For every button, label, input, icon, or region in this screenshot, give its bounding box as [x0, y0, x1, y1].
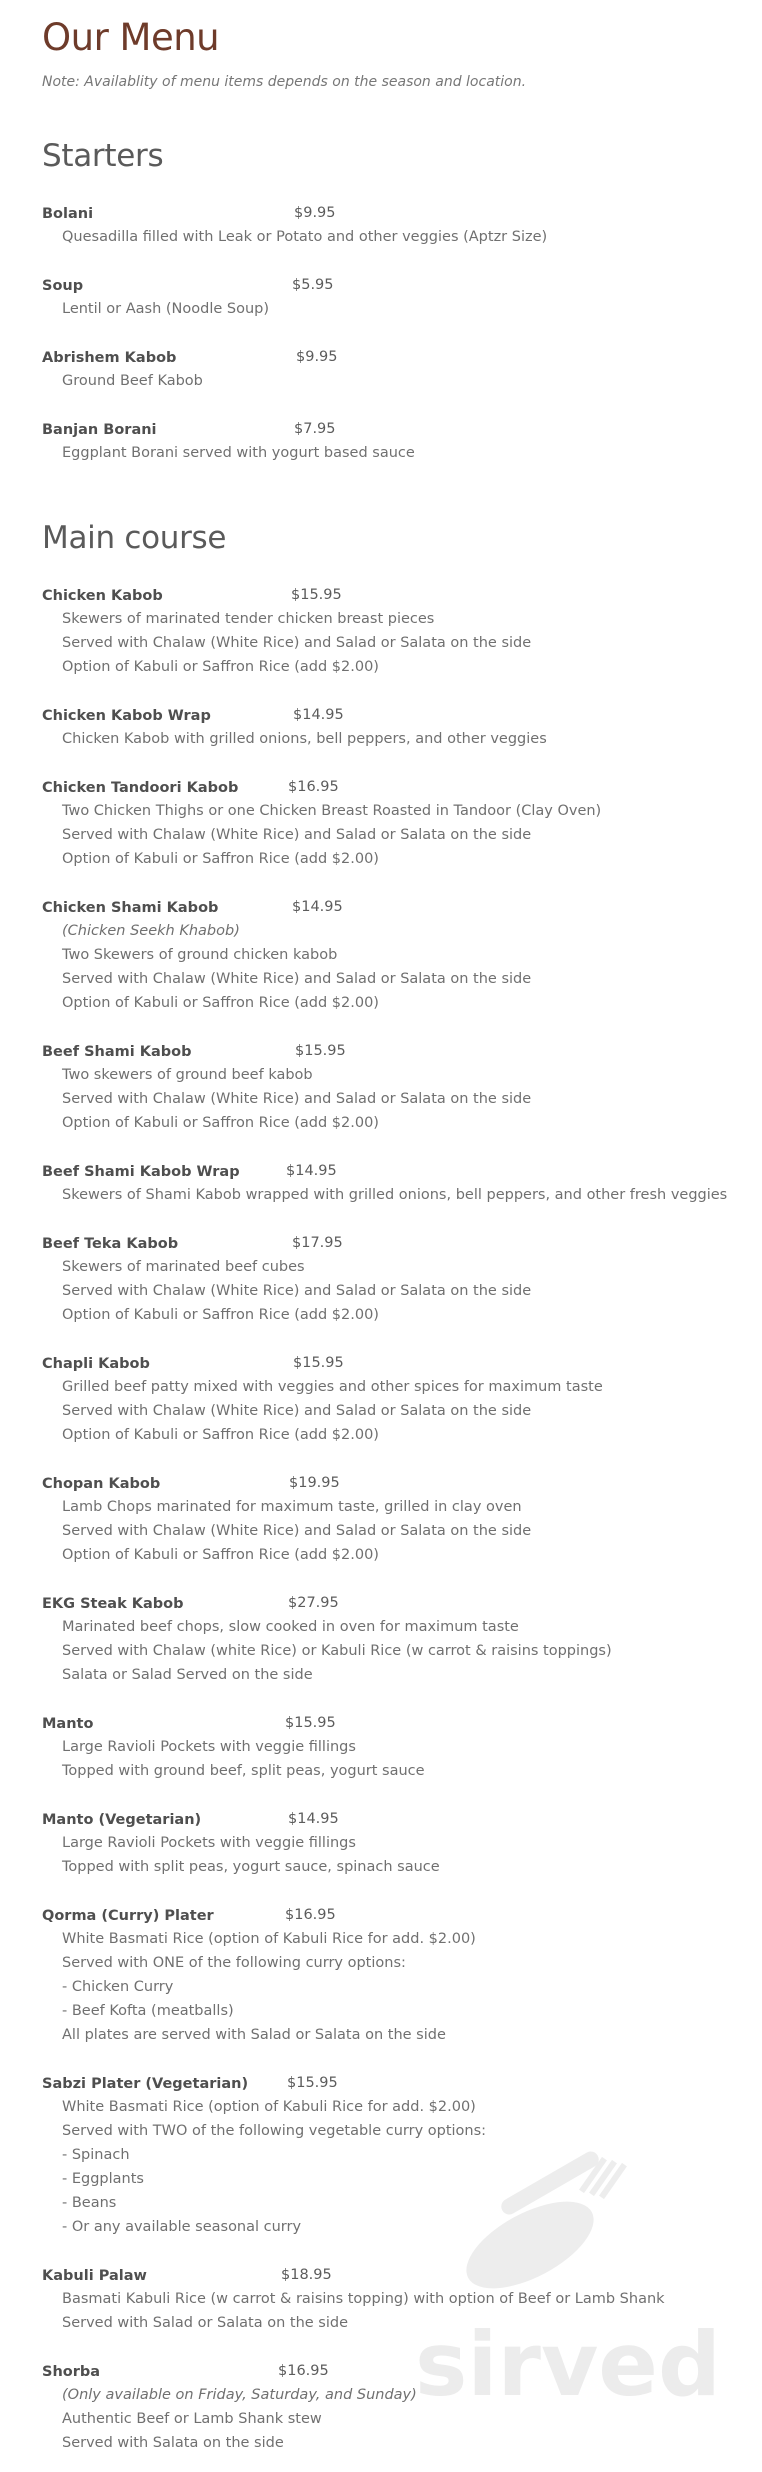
menu-item-header — [42, 201, 742, 225]
menu-item-name: Shorba — [42, 2364, 101, 2380]
menu-item — [42, 1903, 742, 2047]
menu-item-description: Served with Salad or Salata on the side — [62, 2315, 348, 2331]
menu-item-name: Abrishem Kabob — [42, 350, 177, 366]
menu-item-name: Chicken Shami Kabob — [42, 900, 219, 916]
menu-item-description: Option of Kabuli or Saffron Rice (add $2.00) — [62, 1427, 379, 1443]
menu-item-name: Chapli Kabob — [42, 1356, 150, 1372]
menu-item-description: Served with Salata on the side — [62, 2435, 284, 2451]
menu-item-description: Skewers of Shami Kabob wrapped with grilled onions, bell peppers, and other fresh veggies — [62, 1187, 728, 1203]
menu-item-header — [42, 1231, 742, 1255]
utensils-icon — [453, 2150, 627, 2306]
menu-item-description: Served with Chalaw (White Rice) and Salad or Salata on the side — [62, 827, 532, 843]
menu-item-description: Option of Kabuli or Saffron Rice (add $2.00) — [62, 1307, 379, 1323]
menu-item-price: $17.95 — [292, 1235, 343, 1251]
menu-item-header — [42, 1591, 742, 1615]
menu-item-price: $19.95 — [289, 1475, 340, 1491]
menu-item-description: Option of Kabuli or Saffron Rice (add $2.00) — [62, 1547, 379, 1563]
menu-item-description: Large Ravioli Pockets with veggie fillings — [62, 1835, 356, 1851]
menu-item-name: Manto — [42, 1716, 94, 1732]
menu-item-description: Lamb Chops marinated for maximum taste, grilled in clay oven — [62, 1499, 522, 1515]
menu-item-header — [42, 273, 742, 297]
menu-item — [42, 583, 742, 679]
menu-item-header — [42, 703, 742, 727]
menu-item-price: $15.95 — [293, 1355, 344, 1371]
menu-item-name: Qorma (Curry) Plater — [42, 1908, 214, 1924]
menu-item-description: Salata or Salad Served on the side — [62, 1667, 313, 1683]
menu-item-description: Lentil or Aash (Noodle Soup) — [62, 301, 270, 317]
menu-item-price: $18.95 — [281, 2267, 332, 2283]
menu-item-description: - Beef Kofta (meatballs) — [62, 2003, 234, 2019]
menu-item-description: White Basmati Rice (option of Kabuli Rice for add. $2.00) — [62, 1931, 476, 1947]
menu-item-description: Option of Kabuli or Saffron Rice (add $2.00) — [62, 659, 379, 675]
menu-item-price: $15.95 — [285, 1715, 336, 1731]
menu-item-description: Topped with ground beef, split peas, yogurt sauce — [62, 1763, 425, 1779]
menu-item-price: $27.95 — [288, 1595, 339, 1611]
menu-item-description: Option of Kabuli or Saffron Rice (add $2.00) — [62, 995, 379, 1011]
menu-item-description: Topped with split peas, yogurt sauce, spinach sauce — [62, 1859, 440, 1875]
menu-item-price: $15.95 — [291, 587, 342, 603]
menu-item-description: (Only available on Friday, Saturday, and Sunday) — [62, 2387, 417, 2403]
menu-item-price: $14.95 — [293, 707, 344, 723]
menu-item-name: Bolani — [42, 206, 94, 222]
menu-item-description: Ground Beef Kabob — [62, 373, 203, 389]
menu-item-price: $14.95 — [292, 899, 343, 915]
menu-item-name: Manto (Vegetarian) — [42, 1812, 202, 1828]
menu-item-price: $14.95 — [286, 1163, 337, 1179]
menu-item-description: Grilled beef patty mixed with veggies and other spices for maximum taste — [62, 1379, 603, 1395]
menu-item — [42, 1159, 742, 1207]
menu-item — [42, 775, 742, 871]
menu-item-description: Served with Chalaw (White Rice) and Salad or Salata on the side — [62, 1523, 532, 1539]
menu-item-description: - Eggplants — [62, 2171, 144, 2187]
menu-item-description: Two skewers of ground beef kabob — [62, 1067, 313, 1083]
menu-item — [42, 1039, 742, 1135]
menu-item-name: Beef Shami Kabob — [42, 1044, 192, 1060]
menu-item — [42, 703, 742, 751]
menu-item-description: Two Skewers of ground chicken kabob — [62, 947, 338, 963]
menu-item — [42, 1471, 742, 1567]
page-title: Our Menu — [42, 16, 220, 59]
menu-item — [42, 1231, 742, 1327]
menu-item-description: Served with Chalaw (white Rice) or Kabuli Rice (w carrot & raisins toppings) — [62, 1643, 612, 1659]
watermark-text: sirved — [415, 2313, 721, 2416]
menu-item-description: Quesadilla filled with Leak or Potato and other veggies (Aptzr Size) — [62, 229, 548, 245]
menu-item-description: Two Chicken Thighs or one Chicken Breast Roasted in Tandoor (Clay Oven) — [62, 803, 602, 819]
menu-item-header — [42, 1903, 742, 1927]
menu-item-description: Served with ONE of the following curry options: — [62, 1955, 406, 1971]
menu-item-header — [42, 895, 742, 919]
menu-item-description: Skewers of marinated beef cubes — [62, 1259, 305, 1275]
menu-item-name: Chicken Kabob Wrap — [42, 708, 211, 724]
menu-item-name: Chicken Kabob — [42, 588, 163, 604]
menu-item — [42, 1591, 742, 1687]
menu-item-description: All plates are served with Salad or Salata on the side — [62, 2027, 446, 2043]
menu-item — [42, 201, 742, 249]
menu-item — [42, 895, 742, 1015]
menu-item-name: Kabuli Palaw — [42, 2268, 147, 2284]
menu-item-price: $16.95 — [278, 2363, 329, 2379]
menu-item-description: White Basmati Rice (option of Kabuli Rice for add. $2.00) — [62, 2099, 476, 2115]
menu-item-description: - Or any available seasonal curry — [62, 2219, 302, 2235]
menu-item-header — [42, 2071, 742, 2095]
menu-item-description: Served with Chalaw (White Rice) and Salad or Salata on the side — [62, 1283, 532, 1299]
menu-item-price: $7.95 — [294, 421, 336, 437]
menu-item-header — [42, 1159, 742, 1183]
menu-item-header — [42, 1351, 742, 1375]
menu-item-name: Soup — [42, 278, 84, 294]
menu-item-description: Served with Chalaw (White Rice) and Salad or Salata on the side — [62, 635, 532, 651]
menu-item-price: $16.95 — [285, 1907, 336, 1923]
menu-item — [42, 273, 742, 321]
menu-item-name: Beef Shami Kabob Wrap — [42, 1164, 240, 1180]
menu-item-name: Chicken Tandoori Kabob — [42, 780, 239, 796]
menu-item-price: $15.95 — [295, 1043, 346, 1059]
menu-item-price: $16.95 — [288, 779, 339, 795]
menu-item-description: Served with Chalaw (White Rice) and Salad or Salata on the side — [62, 1091, 532, 1107]
menu-item — [42, 345, 742, 393]
menu-item — [42, 1807, 742, 1879]
menu-item — [42, 1711, 742, 1783]
menu-item-description: Chicken Kabob with grilled onions, bell peppers, and other veggies — [62, 731, 547, 747]
menu-item-header — [42, 775, 742, 799]
menu-item-description: Marinated beef chops, slow cooked in oven for maximum taste — [62, 1619, 519, 1635]
menu-item-price: $15.95 — [287, 2075, 338, 2091]
menu-item-price: $14.95 — [288, 1811, 339, 1827]
menu-item-price: $5.95 — [292, 277, 334, 293]
menu-item-description: Skewers of marinated tender chicken breast pieces — [62, 611, 435, 627]
menu-item-name: Sabzi Plater (Vegetarian) — [42, 2076, 249, 2092]
menu-item-header — [42, 1039, 742, 1063]
menu-item-header — [42, 417, 742, 441]
menu-item-name: Beef Teka Kabob — [42, 1236, 179, 1252]
page-note: Note: Availablity of menu items depends on the season and location. — [42, 74, 527, 90]
menu-item-description: Eggplant Borani served with yogurt based sauce — [62, 445, 415, 461]
menu-item-description: Large Ravioli Pockets with veggie fillings — [62, 1739, 356, 1755]
menu-item-description: Authentic Beef or Lamb Shank stew — [62, 2411, 322, 2427]
menu-item-description: (Chicken Seekh Khabob) — [62, 923, 240, 939]
menu-item-header — [42, 345, 742, 369]
section-title-main-course: Main course — [42, 520, 227, 556]
menu-item-header — [42, 583, 742, 607]
menu-item — [42, 1351, 742, 1447]
menu-item-header — [42, 1807, 742, 1831]
menu-item-description: Served with TWO of the following vegetable curry options: — [62, 2123, 487, 2139]
menu-item-description: Option of Kabuli or Saffron Rice (add $2.00) — [62, 1115, 379, 1131]
menu-item-description: Option of Kabuli or Saffron Rice (add $2.00) — [62, 851, 379, 867]
menu-item-header — [42, 1711, 742, 1735]
menu-item-header — [42, 1471, 742, 1495]
menu-item-description: - Chicken Curry — [62, 1979, 174, 1995]
menu-item-description: - Beans — [62, 2195, 117, 2211]
menu-item-name: Chopan Kabob — [42, 1476, 161, 1492]
menu-item-name: Banjan Borani — [42, 422, 157, 438]
menu-item-name: EKG Steak Kabob — [42, 1596, 184, 1612]
section-title-starters: Starters — [42, 138, 164, 174]
menu-item-description: - Spinach — [62, 2147, 130, 2163]
menu-item-description: Basmati Kabuli Rice (w carrot & raisins topping) with option of Beef or Lamb Shank — [62, 2291, 665, 2307]
menu-item-price: $9.95 — [294, 205, 336, 221]
menu-item — [42, 417, 742, 465]
menu-item-description: Served with Chalaw (White Rice) and Salad or Salata on the side — [62, 1403, 532, 1419]
menu-item-description: Served with Chalaw (White Rice) and Salad or Salata on the side — [62, 971, 532, 987]
watermark — [415, 2150, 735, 2450]
menu-item-price: $9.95 — [296, 349, 338, 365]
